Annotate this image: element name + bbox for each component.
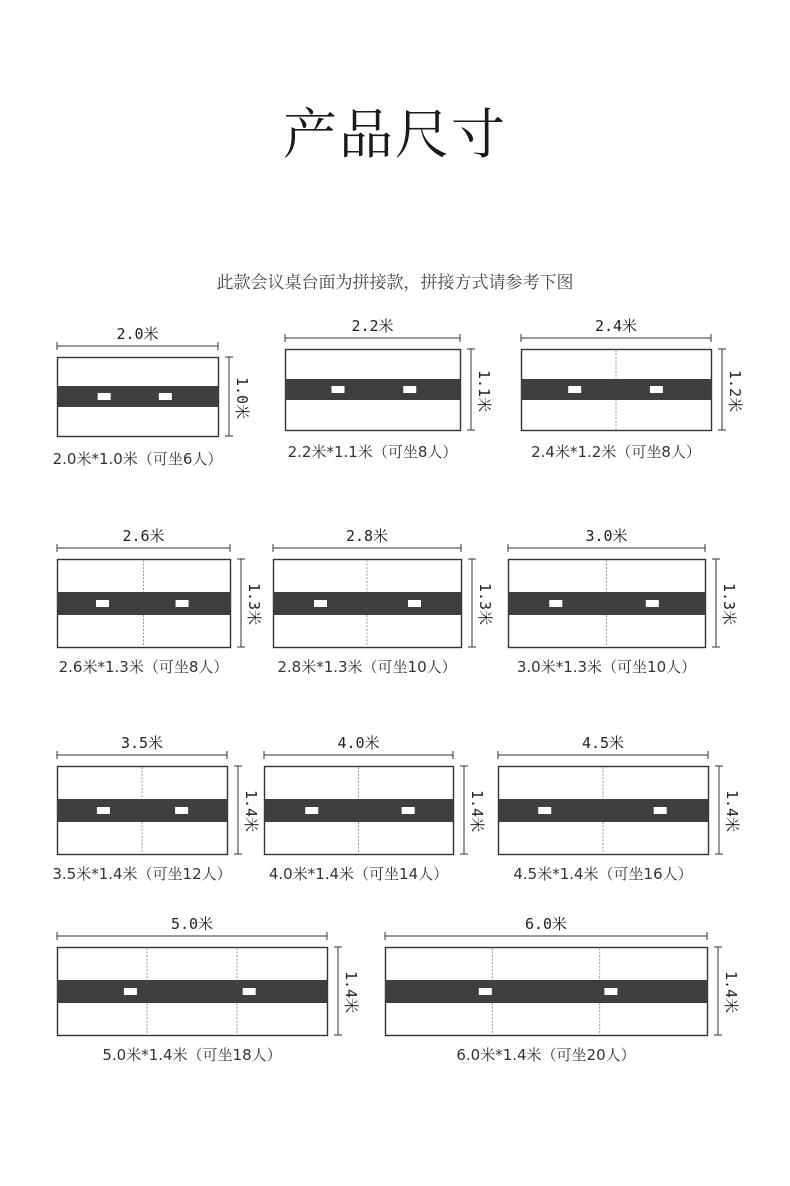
wiring-band xyxy=(386,980,708,1003)
size-caption: 4.0米*1.4米（可坐14人） xyxy=(268,865,449,883)
width-label: 1.0米 xyxy=(233,376,251,419)
width-label: 1.4米 xyxy=(723,790,741,833)
length-label: 2.0米 xyxy=(116,325,159,343)
size-caption: 3.0米*1.3米（可坐10人） xyxy=(516,658,697,676)
width-label: 1.4米 xyxy=(342,971,360,1014)
length-label: 2.2米 xyxy=(351,317,394,335)
width-label: 1.2米 xyxy=(726,369,744,412)
length-label: 2.4米 xyxy=(594,317,638,335)
length-label: 6.0米 xyxy=(524,915,568,933)
width-label: 1.3米 xyxy=(476,583,494,626)
size-caption: 2.0米*1.0米（可坐6人） xyxy=(52,450,223,468)
width-label: 1.3米 xyxy=(720,583,738,626)
size-caption: 5.0米*1.4米（可坐18人） xyxy=(102,1046,282,1064)
size-caption: 2.4米*1.2米（可坐8人） xyxy=(531,443,701,461)
length-label: 4.5米 xyxy=(581,734,625,752)
size-caption: 2.6米*1.3米（可坐8人） xyxy=(58,658,229,676)
width-label: 1.4米 xyxy=(722,971,740,1014)
width-label: 1.4米 xyxy=(468,790,486,833)
size-caption: 6.0米*1.4米（可坐20人） xyxy=(456,1046,636,1064)
length-label: 3.0米 xyxy=(585,527,628,545)
power-socket-icon xyxy=(479,988,492,995)
length-label: 4.0米 xyxy=(337,734,380,752)
length-label: 2.6米 xyxy=(122,527,165,545)
size-caption: 2.8米*1.3米（可坐10人） xyxy=(277,658,457,676)
width-label: 1.1米 xyxy=(475,369,493,412)
size-caption: 3.5米*1.4米（可坐12人） xyxy=(52,865,232,883)
length-label: 3.5米 xyxy=(120,734,164,752)
size-caption: 4.5米*1.4米（可坐16人） xyxy=(513,865,693,883)
width-label: 1.3米 xyxy=(245,583,263,626)
width-label: 1.4米 xyxy=(242,790,260,833)
length-label: 2.8米 xyxy=(345,527,389,545)
power-socket-icon xyxy=(604,988,617,995)
page-title: 产品尺寸 xyxy=(283,103,507,166)
size-caption: 2.2米*1.1米（可坐8人） xyxy=(287,443,458,461)
length-label: 5.0米 xyxy=(170,915,214,933)
page-subtitle: 此款会议桌台面为拼接款，拼接方式请参考下图 xyxy=(216,273,574,293)
